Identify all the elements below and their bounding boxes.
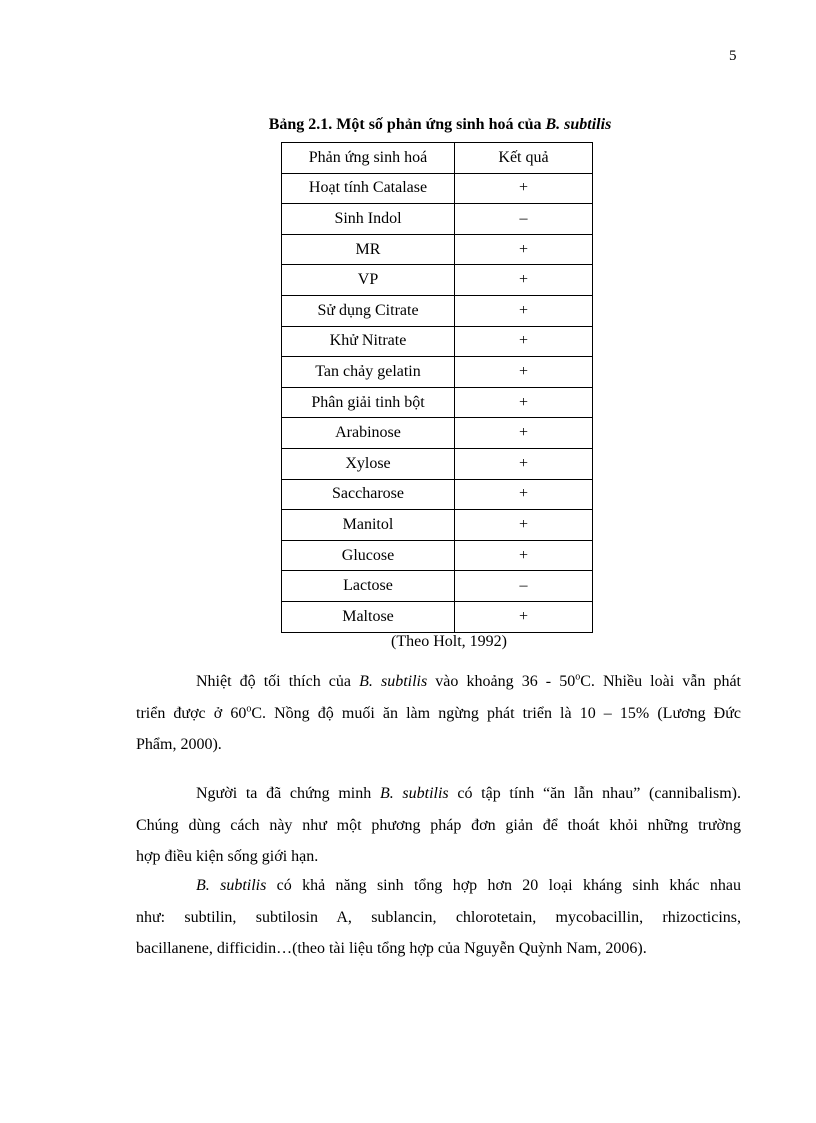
table-caption: Bảng 2.1. Một số phản ứng sinh hoá của B. subtilis	[268, 116, 612, 133]
reaction-cell: Phân giải tinh bột	[282, 387, 455, 418]
result-cell: –	[455, 571, 593, 602]
table-row	[282, 295, 593, 326]
table-row	[282, 448, 593, 479]
table-row	[282, 204, 593, 235]
result-cell: +	[455, 601, 593, 632]
result-cell: +	[455, 326, 593, 357]
paragraph-cannibalism: Người ta đã chứng minh B. subtilis có tập tính “ăn lẫn nhau” (cannibalism). Chúng dùng cách này như một phương pháp đơn giản để thoát khỏi những trường hợp điều kiện sống giới hạn.	[136, 785, 741, 865]
result-cell: +	[455, 479, 593, 510]
table-row	[282, 601, 593, 632]
reaction-cell: Glucose	[282, 540, 455, 571]
table-row	[282, 234, 593, 265]
result-cell: –	[455, 204, 593, 235]
table-row	[282, 173, 593, 204]
result-cell: +	[455, 234, 593, 265]
table-row	[282, 387, 593, 418]
result-cell: +	[455, 418, 593, 449]
result-cell: +	[455, 448, 593, 479]
table-row	[282, 418, 593, 449]
biochemical-table	[281, 142, 593, 633]
result-cell: +	[455, 173, 593, 204]
reaction-cell: Manitol	[282, 510, 455, 541]
table-source: (Theo Holt, 1992)	[391, 633, 507, 650]
reaction-cell: Maltose	[282, 601, 455, 632]
reaction-cell: Hoạt tính Catalase	[282, 173, 455, 204]
reaction-cell: MR	[282, 234, 455, 265]
result-cell: +	[455, 387, 593, 418]
table-row	[282, 265, 593, 296]
page-number: 5	[729, 48, 737, 64]
result-cell: +	[455, 540, 593, 571]
caption-species: B. subtilis	[545, 116, 612, 133]
reaction-cell: Khử Nitrate	[282, 326, 455, 357]
header-result: Kết quả	[455, 143, 593, 174]
header-reaction: Phản ứng sinh hoá	[282, 143, 455, 174]
result-cell: +	[455, 265, 593, 296]
paragraph-temperature: Nhiệt độ tối thích của B. subtilis vào khoảng 36 - 50$^o$C. Nhiều loài vẫn phát triển được ở 60$^o$C. Nồng độ muối ăn làm ngừng phát triển là 10 – 15% (Lương Đức Phẩm, 2000).	[136, 671, 742, 753]
table-header-row	[282, 143, 593, 174]
table-row	[282, 326, 593, 357]
reaction-cell: Arabinose	[282, 418, 455, 449]
paragraph-antibiotics: B. subtilis có khả năng sinh tổng hợp hơn 20 loại kháng sinh khác nhau như: subtilin, subtilosin A, sublancin, chlorotetain, mycobacillin, rhizocticins, bacillanene, difficidin…(theo tài liệu tổng hợp của Nguyễn Quỳnh Nam, 2006).	[136, 877, 741, 957]
table-row	[282, 571, 593, 602]
table-row	[282, 540, 593, 571]
result-cell: +	[455, 295, 593, 326]
reaction-cell: Sử dụng Citrate	[282, 295, 455, 326]
reaction-cell: VP	[282, 265, 455, 296]
table-row	[282, 510, 593, 541]
table-row	[282, 357, 593, 388]
reaction-cell: Tan chảy gelatin	[282, 357, 455, 388]
table-row	[282, 479, 593, 510]
reaction-cell: Sinh Indol	[282, 204, 455, 235]
reaction-cell: Saccharose	[282, 479, 455, 510]
reaction-cell: Xylose	[282, 448, 455, 479]
reaction-cell: Lactose	[282, 571, 455, 602]
result-cell: +	[455, 357, 593, 388]
result-cell: +	[455, 510, 593, 541]
